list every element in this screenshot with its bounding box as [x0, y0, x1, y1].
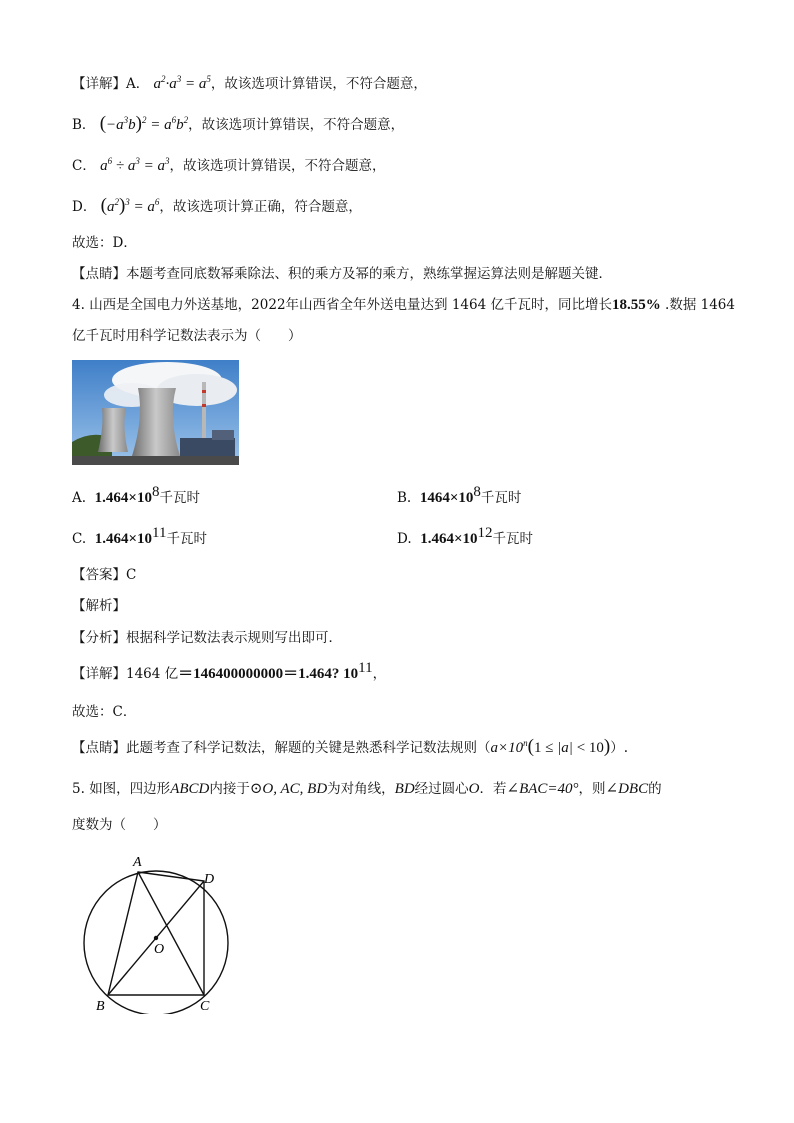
q4-comment: 【点睛】此题考查了科学记数法，解题的关键是熟悉科学记数法规则$(a\times 10^n(1 \le |a| < 10))$.: [72, 736, 629, 757]
q3-detail-b: B． $(-a^3b)^2 = a^6b^2$，故该选项计算错误，不符合题意，: [72, 113, 405, 134]
q3-detail-a: 【详解】A． $a^2\cdot a^3 = a^5$，故该选项计算错误，不符合题意，: [72, 74, 427, 92]
circle-quadrilateral-figure: [80, 852, 240, 1014]
q4-option-c[interactable]: C. $1.464\times 10^{11}$千瓦时: [72, 525, 207, 547]
q3-detail-c: C． $a^6 \div a^3 = a^3$，故该选项计算错误，不符合题意，: [72, 156, 386, 174]
math-c: $a^6 \div a^3 = a^3$: [100, 156, 170, 174]
q3-comment: 【点睛】本题考查同底数幂乘除法、积的乘方及幂的乘方，熟练掌握运算法则是解题关键．: [72, 266, 612, 282]
q4-analysis-label: 【解析】: [72, 598, 126, 614]
q4-choose: 故选：C．: [72, 704, 137, 720]
label-a: A: [133, 855, 142, 870]
q4-stem-2: 亿千瓦时用科学记数法表示为（ ）: [72, 328, 302, 344]
q4-option-a[interactable]: A. $1.464\times 10^8$千瓦时: [72, 484, 200, 506]
q5-stem-2: 度数为（ ）: [72, 817, 167, 833]
center-point: [154, 936, 158, 940]
q4-option-d[interactable]: D. $1.464\times 10^{12}$千瓦时: [397, 525, 534, 547]
sci-notation-rule: $a\times 10^n(1 \le |a| < 10)$: [490, 736, 611, 757]
q3-detail-d: D． $(a^2)^3 = a^6$，故该选项计算正确，符合题意，: [72, 195, 362, 216]
diagonal-ac: [138, 872, 204, 995]
detail-label: 【详解】: [72, 76, 126, 92]
q5-stem-1: 5. 如图，四边形ABCD内接于⊙O, AC, BD为对角线，BD经过圆心O．若∠BAC=40°，则∠DBC的: [72, 781, 662, 797]
quadrilateral-abcd: [108, 872, 204, 995]
math-b: $(-a^3b)^2 = a^6b^2$: [99, 113, 189, 134]
label-o: O: [154, 942, 165, 957]
label-d: D: [204, 872, 215, 887]
power-plant-photo: [72, 360, 239, 465]
q4-stem-1: 4. 山西是全国电力外送基地，2022年山西省全年外送电量达到 1464 亿千瓦时，同比增长18.55% .数据 1464: [72, 297, 735, 313]
math-a: $a^2\cdot a^3 = a^5$: [153, 74, 211, 92]
q4-fenxi: 【分析】根据科学记数法表示规则写出即可．: [72, 630, 342, 646]
q4-answer: 【答案】C: [72, 567, 137, 583]
q4-option-b[interactable]: B. $1464\times 10^8$千瓦时: [397, 484, 522, 506]
q4-detail: 【详解】1464 亿＝146400000000＝1.464? $10^{11}$，: [72, 660, 387, 682]
label-c: C: [200, 999, 210, 1014]
q3-choose: 故选：D．: [72, 235, 137, 251]
math-d: $(a^2)^3 = a^6$: [100, 195, 160, 216]
label-b: B: [96, 999, 105, 1014]
